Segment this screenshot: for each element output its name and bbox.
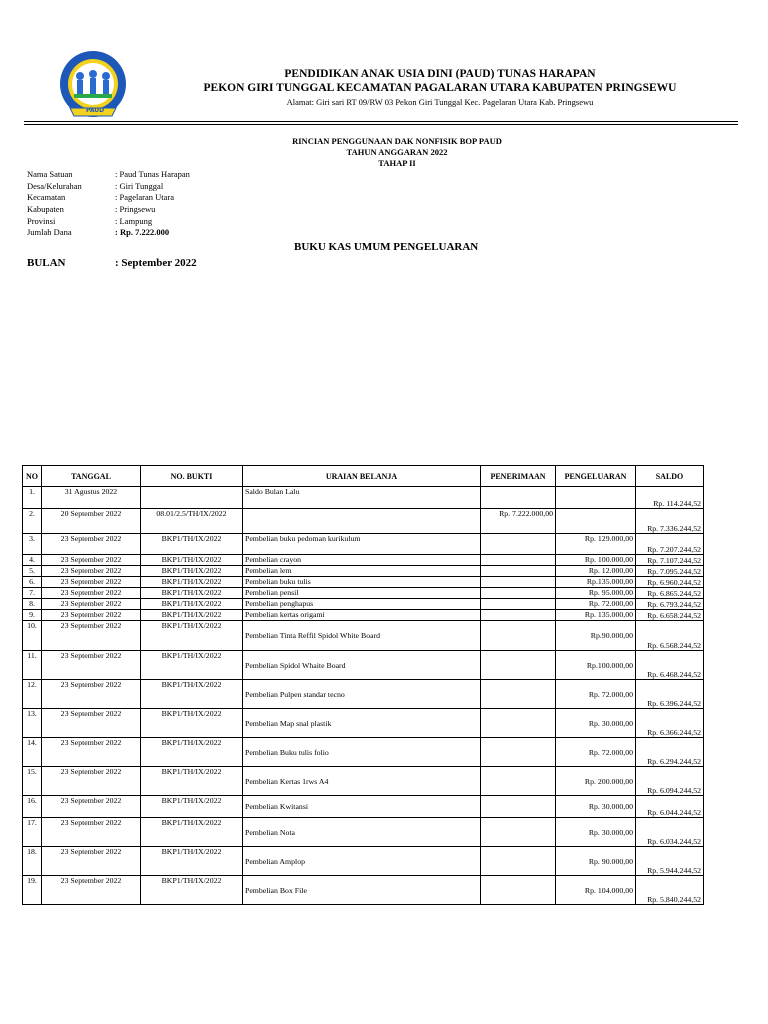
cell-uraian: Pembelian buku pedoman kurikulum (243, 534, 481, 555)
table-row (23, 709, 704, 738)
cell-saldo: Rp. 6.366.244,52 (636, 709, 704, 738)
table-row (23, 847, 704, 876)
bulan-line (27, 257, 197, 269)
cell-bukti: BKP1/TH/IX/2022 (141, 588, 243, 599)
cell-pen (481, 588, 556, 599)
cell-pen (481, 534, 556, 555)
cell-saldo: Rp. 6.468.244,52 (636, 651, 704, 680)
cell-uraian: Pembelian lem (243, 566, 481, 577)
cell-bukti: BKP1/TH/IX/2022 (141, 621, 243, 651)
table-row (23, 738, 704, 767)
cell-pg: Rp. 30.000,00 (556, 818, 636, 847)
cell-uraian (243, 509, 481, 534)
cell-tgl: 23 September 2022 (42, 566, 141, 577)
doc-title-2: TAHUN ANGGARAN 2022 (346, 147, 448, 157)
cell-pen (481, 610, 556, 621)
info-row: Kecamatan : Pagelaran Utara (27, 192, 174, 203)
cell-no: 8. (23, 599, 42, 610)
table-row (23, 621, 704, 651)
cell-no: 19. (23, 876, 42, 905)
bulan-label: BULAN (27, 257, 66, 269)
cell-bukti: BKP1/TH/IX/2022 (141, 577, 243, 588)
cell-pg: Rp. 90.000,00 (556, 847, 636, 876)
cell-pen (481, 796, 556, 818)
cell-pg: Rp. 72.000,00 (556, 599, 636, 610)
table-row (23, 566, 704, 577)
cell-uraian: Pembelian buku tulis (243, 577, 481, 588)
cell-no: 12. (23, 680, 42, 709)
cell-uraian: Pembelian crayon (243, 555, 481, 566)
cell-tgl: 23 September 2022 (42, 588, 141, 599)
cell-saldo: Rp. 7.107.244,52 (636, 555, 704, 566)
school-logo (50, 50, 136, 122)
cell-saldo: Rp. 7.207.244,52 (636, 534, 704, 555)
info-block (27, 169, 190, 239)
cell-tgl: 23 September 2022 (42, 847, 141, 876)
cell-pg: Rp. 100.000,00 (556, 555, 636, 566)
cell-uraian: Pembelian Tinta Reffil Spidol White Board (243, 621, 481, 651)
table-row (23, 599, 704, 610)
cell-saldo: Rp. 7.095.244,52 (636, 566, 704, 577)
cell-no: 13. (23, 709, 42, 738)
col-header-uraian: URAIAN BELANJA (243, 466, 481, 487)
cell-uraian: Pembelian Map snal plastik (243, 709, 481, 738)
bku-title: BUKU KAS UMUM PENGELUARAN (294, 241, 479, 253)
cell-pen (481, 709, 556, 738)
cell-pg: Rp.135.000,00 (556, 577, 636, 588)
header-rule (24, 121, 738, 122)
doc-title-1: RINCIAN PENGGUNAAN DAK NONFISIK BOP PAUD (292, 136, 502, 146)
cell-bukti (141, 487, 243, 509)
cell-pen (481, 621, 556, 651)
cell-tgl: 20 September 2022 (42, 509, 141, 534)
cell-pg (556, 487, 636, 509)
cell-pen (481, 818, 556, 847)
col-header-tanggal: TANGGAL (42, 466, 141, 487)
cell-no: 4. (23, 555, 42, 566)
cell-uraian: Pembelian Spidol Whaite Board (243, 651, 481, 680)
cell-no: 1. (23, 487, 42, 509)
cell-no: 6. (23, 577, 42, 588)
cell-no: 10. (23, 621, 42, 651)
cell-tgl: 23 September 2022 (42, 534, 141, 555)
cell-uraian: Pembelian Nota (243, 818, 481, 847)
col-header-no: NO (23, 466, 42, 487)
cell-saldo: Rp. 6.396.244,52 (636, 680, 704, 709)
cell-pen (481, 566, 556, 577)
table-row (23, 610, 704, 621)
table-header-row (23, 466, 704, 487)
info-row: Desa/Kelurahan : Giri Tunggal (27, 180, 164, 191)
cell-saldo: Rp. 6.865.244,52 (636, 588, 704, 599)
cell-tgl: 23 September 2022 (42, 709, 141, 738)
cell-pen (481, 876, 556, 905)
cell-bukti: BKP1/TH/IX/2022 (141, 796, 243, 818)
cell-tgl: 23 September 2022 (42, 796, 141, 818)
cell-bukti: BKP1/TH/IX/2022 (141, 847, 243, 876)
col-header-saldo: SALDO (636, 466, 704, 487)
cell-pg: Rp. 200.000,00 (556, 767, 636, 796)
cell-bukti: BKP1/TH/IX/2022 (141, 767, 243, 796)
cell-saldo: Rp. 6.568.244,52 (636, 621, 704, 651)
logo-text-bottom: PAUD (86, 107, 105, 114)
header-rule-thin (24, 124, 738, 125)
cell-uraian: Pembelian Pulpen standar tecno (243, 680, 481, 709)
cell-pg: Rp. 30.000,00 (556, 796, 636, 818)
cell-bukti: BKP1/TH/IX/2022 (141, 610, 243, 621)
cell-saldo: Rp. 114.244,52 (636, 487, 704, 509)
cell-pen (481, 847, 556, 876)
cell-no: 7. (23, 588, 42, 599)
cell-no: 5. (23, 566, 42, 577)
cell-no: 3. (23, 534, 42, 555)
info-row: Nama Satuan : Paud Tunas Harapan (27, 169, 190, 179)
cell-tgl: 23 September 2022 (42, 610, 141, 621)
cell-bukti: BKP1/TH/IX/2022 (141, 709, 243, 738)
cell-bukti: BKP1/TH/IX/2022 (141, 566, 243, 577)
cell-no: 11. (23, 651, 42, 680)
col-header-penerimaan: PENERIMAAN (481, 466, 556, 487)
cell-saldo: Rp. 6.960.244,52 (636, 577, 704, 588)
cell-pg: Rp.100.000,00 (556, 651, 636, 680)
cell-tgl: 23 September 2022 (42, 651, 141, 680)
cell-saldo: Rp. 6.034.244,52 (636, 818, 704, 847)
cell-no: 18. (23, 847, 42, 876)
cell-saldo: Rp. 6.793.244,52 (636, 599, 704, 610)
cell-tgl: 23 September 2022 (42, 555, 141, 566)
cell-pen (481, 577, 556, 588)
cell-uraian: Pembelian penghapus (243, 599, 481, 610)
table-row (23, 588, 704, 599)
cell-pen (481, 738, 556, 767)
table-row (23, 796, 704, 818)
cell-pg: Rp. 95.000,00 (556, 588, 636, 599)
table-row (23, 509, 704, 534)
cell-pg: Rp. 72.000,00 (556, 738, 636, 767)
cell-pen (481, 599, 556, 610)
col-header-no-bukti: NO. BUKTI (141, 466, 243, 487)
cell-pen (481, 487, 556, 509)
table-row (23, 818, 704, 847)
cell-no: 9. (23, 610, 42, 621)
cell-tgl: 23 September 2022 (42, 577, 141, 588)
cell-pg (556, 509, 636, 534)
cell-pg: Rp. 12.000,00 (556, 566, 636, 577)
table-row (23, 680, 704, 709)
cell-saldo: Rp. 6.294.244,52 (636, 738, 704, 767)
cell-saldo: Rp. 7.336.244,52 (636, 509, 704, 534)
cash-book-table (22, 465, 704, 905)
doc-title-3: TAHAP II (378, 158, 416, 168)
cell-pg: Rp. 135.000,00 (556, 610, 636, 621)
cell-saldo: Rp. 5.840.244,52 (636, 876, 704, 905)
cell-uraian: Saldo Bulan Lalu (243, 487, 481, 509)
cell-tgl: 23 September 2022 (42, 876, 141, 905)
cell-tgl: 23 September 2022 (42, 767, 141, 796)
cell-bukti: BKP1/TH/IX/2022 (141, 818, 243, 847)
table-row (23, 534, 704, 555)
cell-pen: Rp. 7.222.000,00 (481, 509, 556, 534)
table-row (23, 487, 704, 509)
cell-saldo: Rp. 6.044.244,52 (636, 796, 704, 818)
info-row: Provinsi : Lampung (27, 215, 153, 226)
header-title-2: PEKON GIRI TUNGGAL KECAMATAN PAGALARAN UTARA KABUPATEN PRINGSEWU (203, 82, 677, 94)
table-row (23, 767, 704, 796)
cell-no: 2. (23, 509, 42, 534)
cell-tgl: 23 September 2022 (42, 621, 141, 651)
cell-pg: Rp. 30.000,00 (556, 709, 636, 738)
cell-tgl: 23 September 2022 (42, 680, 141, 709)
cell-bukti: 08.01/2.5/TH/IX/2022 (141, 509, 243, 534)
cell-pen (481, 767, 556, 796)
table-row (23, 555, 704, 566)
cell-pen (481, 555, 556, 566)
header-title-1: PENDIDIKAN ANAK USIA DINI (PAUD) TUNAS HARAPAN (284, 68, 596, 80)
cell-bukti: BKP1/TH/IX/2022 (141, 534, 243, 555)
cell-pg: Rp. 104.000,00 (556, 876, 636, 905)
table-body (23, 487, 704, 905)
cell-saldo: Rp. 6.658.244,52 (636, 610, 704, 621)
cell-tgl: 23 September 2022 (42, 818, 141, 847)
cell-uraian: Pembelian Box File (243, 876, 481, 905)
cell-uraian: Pembelian kertas origami (243, 610, 481, 621)
cell-saldo: Rp. 6.094.244,52 (636, 767, 704, 796)
cell-uraian: Pembelian pensil (243, 588, 481, 599)
bulan-value: : September 2022 (115, 257, 197, 269)
info-row: Jumlah Dana : Rp. 7.222.000 (27, 227, 170, 238)
cell-no: 14. (23, 738, 42, 767)
cell-tgl: 31 Agustus 2022 (42, 487, 141, 509)
cell-pg: Rp.90.000,00 (556, 621, 636, 651)
cell-bukti: BKP1/TH/IX/2022 (141, 738, 243, 767)
cell-saldo: Rp. 5.944.244,52 (636, 847, 704, 876)
info-row: Kabupaten : Pringsewu (27, 204, 156, 215)
cell-pen (481, 651, 556, 680)
table-row (23, 577, 704, 588)
cell-no: 15. (23, 767, 42, 796)
cell-uraian: Pembelian Buku tulis folio (243, 738, 481, 767)
cell-uraian: Pembelian Kwitansi (243, 796, 481, 818)
table-row (23, 876, 704, 905)
cell-bukti: BKP1/TH/IX/2022 (141, 680, 243, 709)
cell-tgl: 23 September 2022 (42, 599, 141, 610)
cell-bukti: BKP1/TH/IX/2022 (141, 876, 243, 905)
cell-bukti: BKP1/TH/IX/2022 (141, 599, 243, 610)
cell-pg: Rp. 129.000,00 (556, 534, 636, 555)
cell-bukti: BKP1/TH/IX/2022 (141, 651, 243, 680)
cell-bukti: BKP1/TH/IX/2022 (141, 555, 243, 566)
cell-uraian: Pembelian Amplop (243, 847, 481, 876)
cell-pg: Rp. 72.000,00 (556, 680, 636, 709)
cell-uraian: Pembelian Kertas 1rws A4 (243, 767, 481, 796)
table-row (23, 651, 704, 680)
header-address: Alamat: Giri sari RT 09/RW 03 Pekon Giri Tunggal Kec. Pagelaran Utara Kab. Pringsewu (286, 97, 594, 107)
cell-no: 17. (23, 818, 42, 847)
cell-pen (481, 680, 556, 709)
col-header-pengeluaran: PENGELUARAN (556, 466, 636, 487)
cell-no: 16. (23, 796, 42, 818)
cell-tgl: 23 September 2022 (42, 738, 141, 767)
